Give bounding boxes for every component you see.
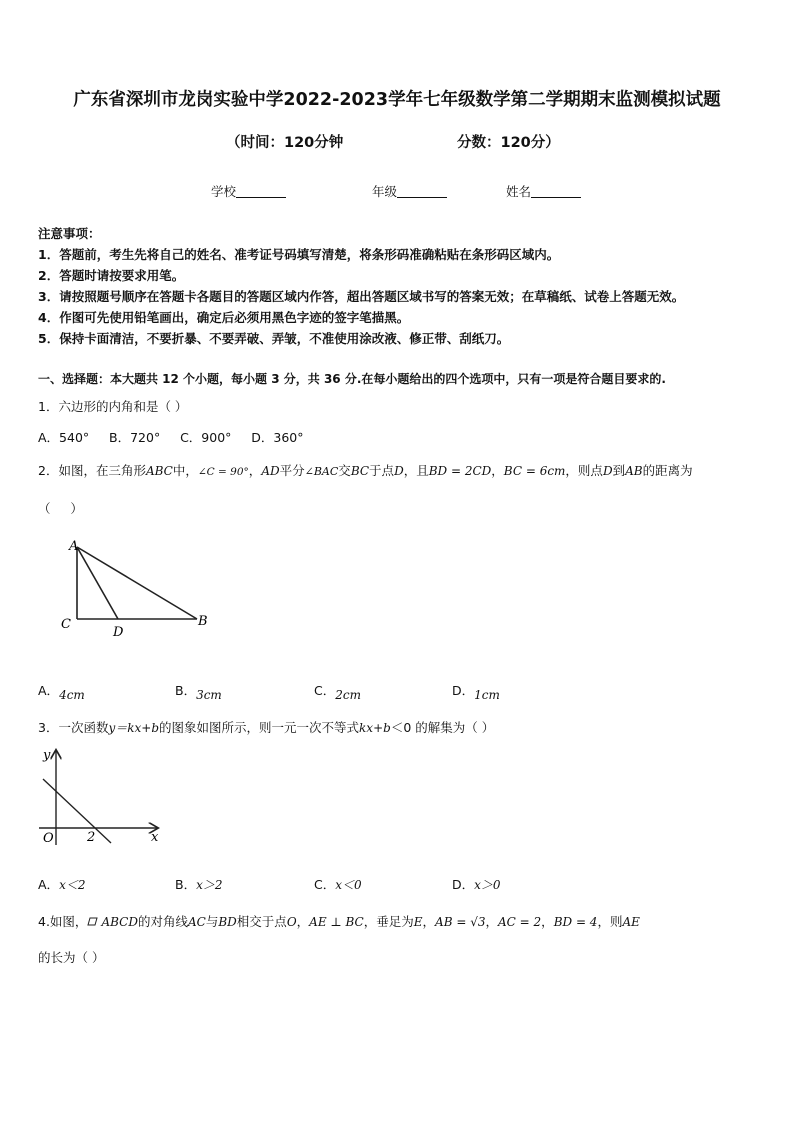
question-2-option-b: B．3cm xyxy=(175,683,222,702)
page-title: 广东省深圳市龙岗实验中学2022-2023学年七年级数学第二学期期末监测模拟试题 xyxy=(73,90,721,110)
label-two: 2 xyxy=(87,830,96,845)
parallelogram-icon xyxy=(87,917,98,926)
exam-score: 分数：120分） xyxy=(457,135,560,151)
question-4-line2: 的长为（ ） xyxy=(38,950,105,965)
question-3-option-b: B．x＞2 xyxy=(175,877,223,892)
school-field xyxy=(211,182,286,200)
question-1-stem: 1．六边形的内角和是（ ） xyxy=(38,399,188,414)
label-c: C xyxy=(61,617,71,632)
label-d: D xyxy=(113,625,124,640)
note-item: 4．作图可先使用铅笔画出，确定后必须用黑色字迹的签字笔描黑。 xyxy=(38,310,410,325)
grade-label: 年级 xyxy=(372,184,398,199)
question-3-option-a: A．x＜2 xyxy=(38,877,86,892)
question-2-stem: 2．如图，在三角形ABC中，∠C = 90°，AD平分∠BAC交BC于点D，且BD = 2CD，BC = 6cm，则点D到AB的距离为 xyxy=(38,463,693,478)
name-blank xyxy=(531,185,581,198)
side-ab xyxy=(77,547,197,619)
note-item: 2．答题时请按要求用笔。 xyxy=(38,268,185,283)
question-3-option-d: D．x＞0 xyxy=(452,877,501,892)
question-2-option-d: D．1cm xyxy=(452,683,500,702)
label-x: x xyxy=(151,830,159,845)
note-item: 1．答题前，考生先将自己的姓名、准考证号码填写清楚，将条形码准确粘贴在条形码区域内。 xyxy=(38,247,560,262)
triangle-figure xyxy=(55,535,215,645)
note-item: 5．保持卡面清洁，不要折暴、不要弄破、弄皱，不准使用涂改液、修正带、刮纸刀。 xyxy=(38,331,510,346)
question-2-paren: （ ） xyxy=(38,501,83,516)
question-2-option-a: A．4cm xyxy=(38,683,85,702)
note-item: 3．请按照题号顺序在答题卡各题目的答题区域内作答，超出答题区域书写的答案无效；在草稿纸、试卷上答题无效。 xyxy=(38,289,685,304)
school-label: 学校 xyxy=(211,184,237,199)
question-1-options: A．540° B．720° C．900° D．360° xyxy=(38,430,304,445)
label-origin: O xyxy=(43,831,54,846)
grade-blank xyxy=(397,185,447,198)
label-y: y xyxy=(43,748,51,763)
label-b: B xyxy=(198,614,208,629)
linear-function-graph xyxy=(35,743,170,853)
question-2-option-c: C．2cm xyxy=(314,683,361,702)
grade-field xyxy=(372,182,447,200)
notes-heading: 注意事项： xyxy=(38,226,101,241)
name-label: 姓名 xyxy=(506,184,532,199)
question-3-stem: 3．一次函数y＝kx+b的图象如图所示，则一元一次不等式kx+b＜0 的解集为（ ） xyxy=(38,720,495,735)
question-3-option-c: C．x＜0 xyxy=(314,877,362,892)
segment-ad xyxy=(77,547,118,619)
name-field xyxy=(506,182,581,200)
question-4-stem: 4.如图， ABCD的对角线AC与BD相交于点O，AE ⊥ BC，垂足为E，AB = √3，AC = 2，BD = 4，则AE xyxy=(38,914,640,929)
label-a: A xyxy=(69,539,79,554)
section-heading: 一、选择题：本大题共 12 个小题，每小题 3 分，共 36 分.在每小题给出的四个选项中，只有一项是符合题目要求的. xyxy=(38,372,666,386)
exam-time: （时间：120分钟 xyxy=(226,135,344,151)
school-blank xyxy=(236,185,286,198)
